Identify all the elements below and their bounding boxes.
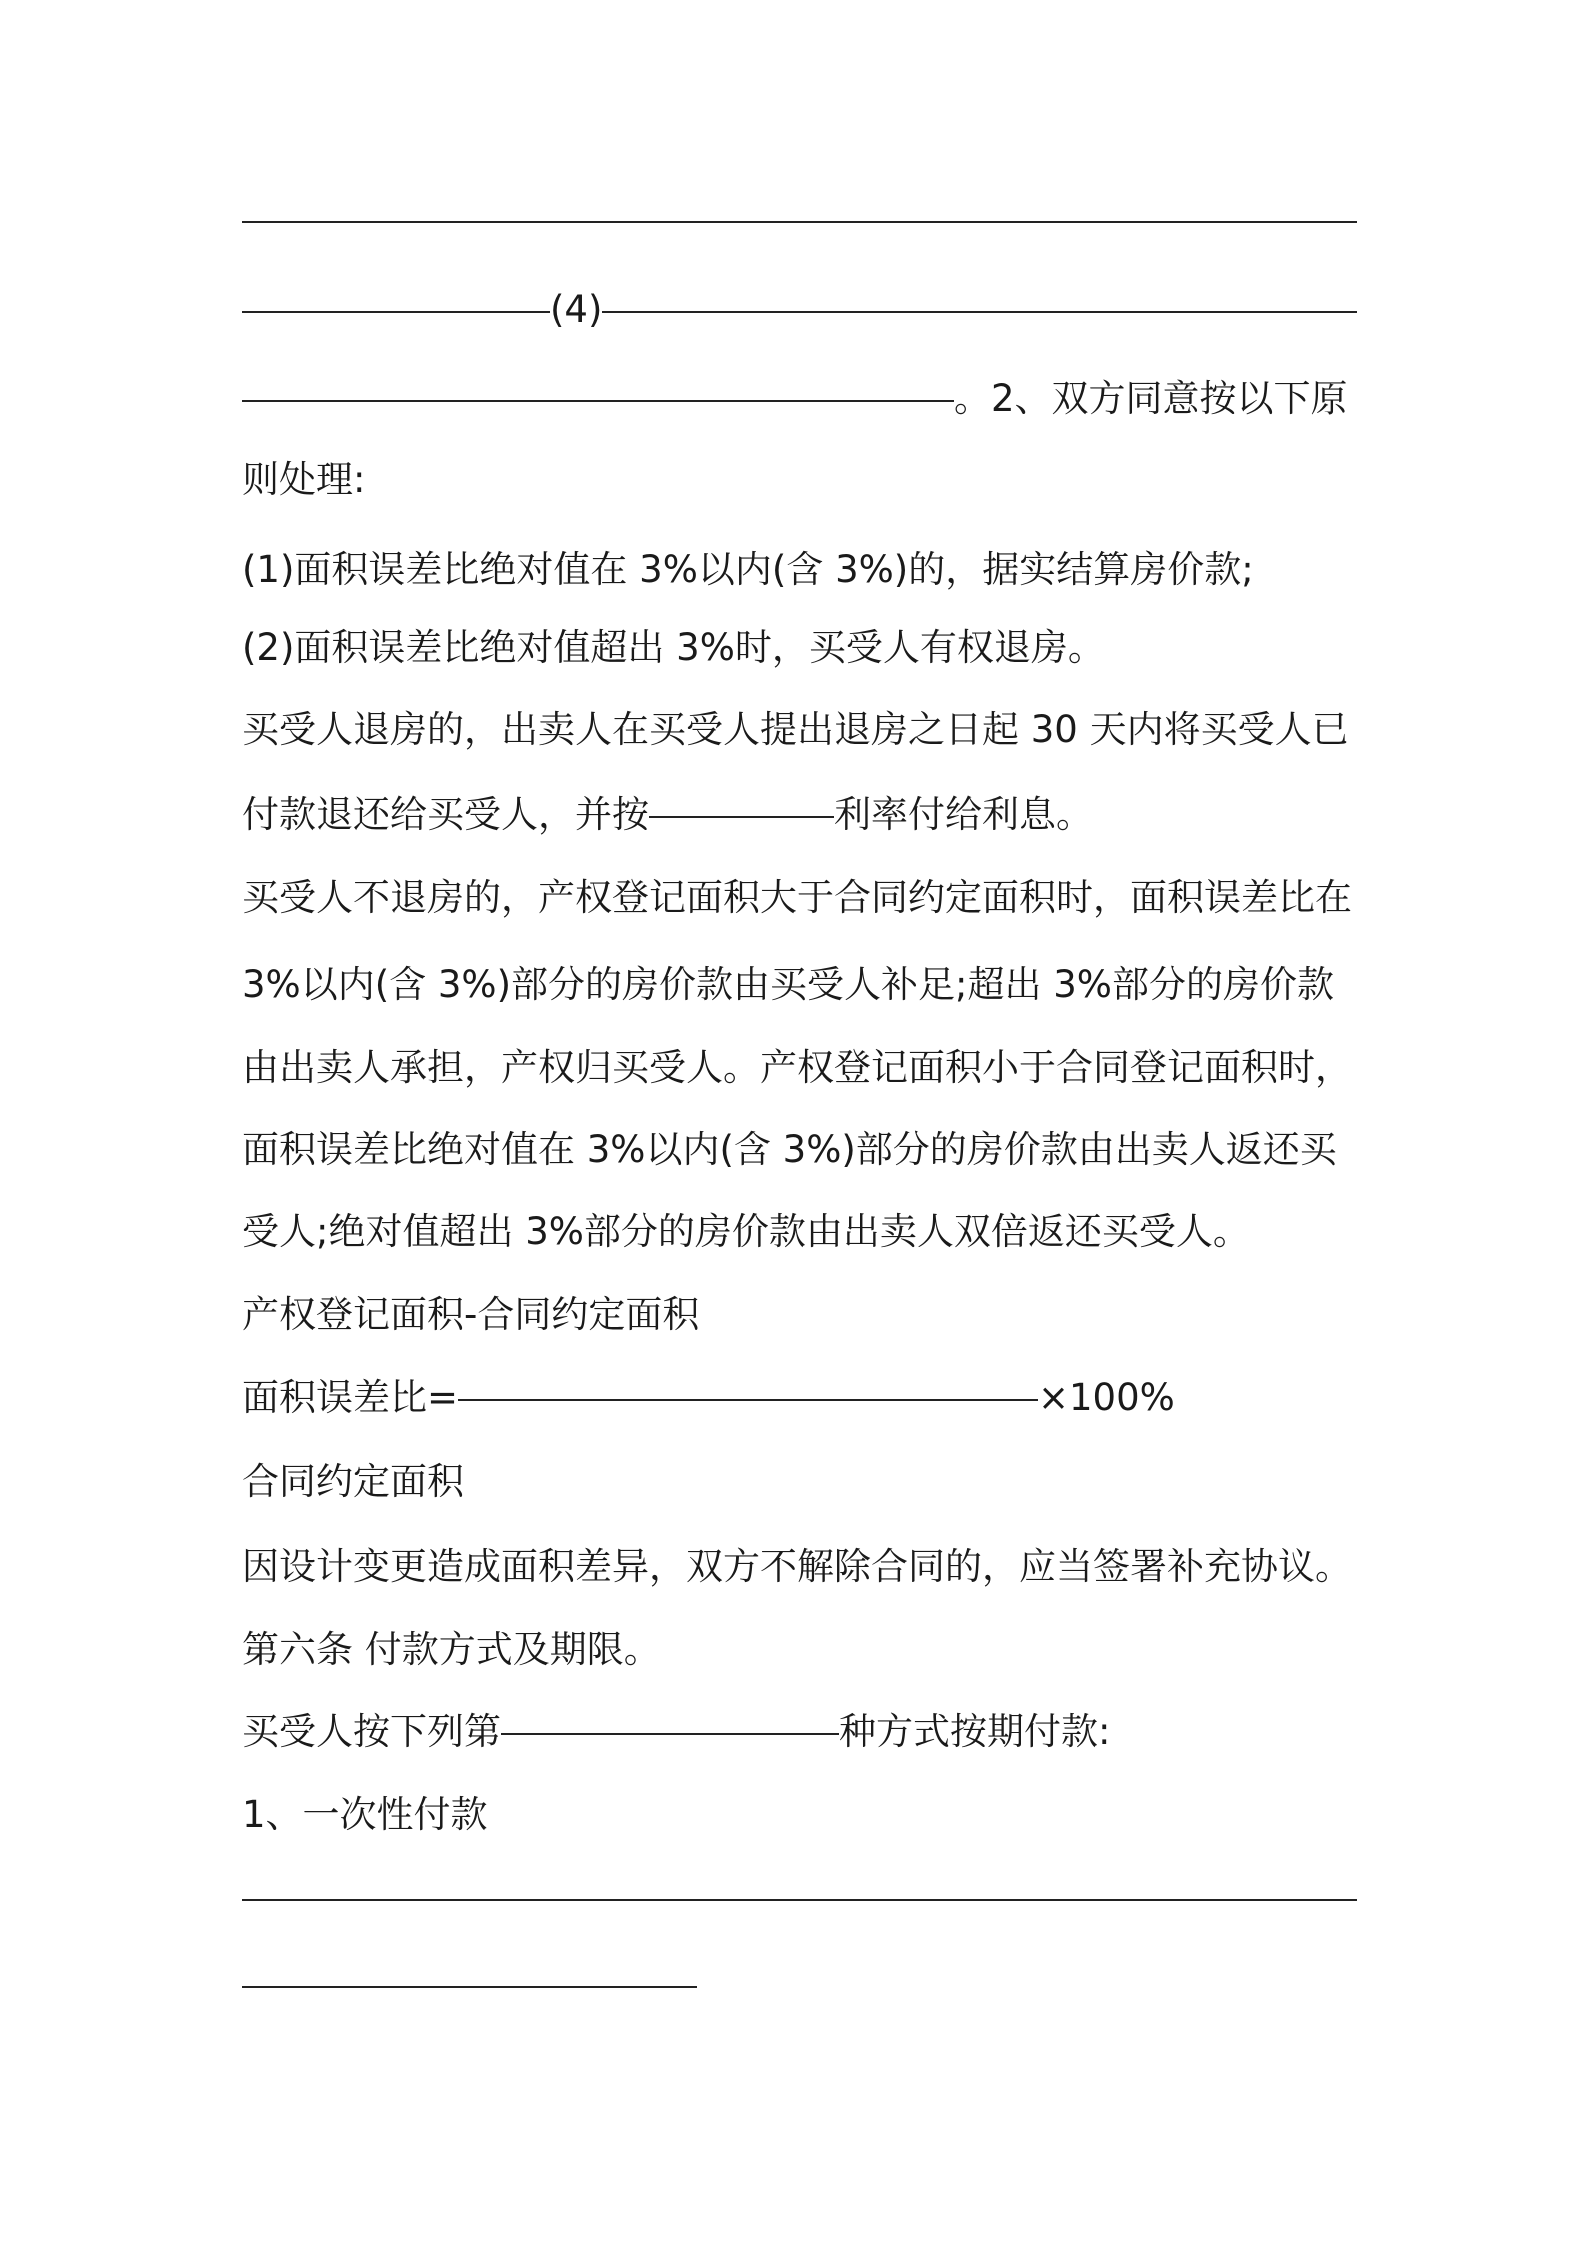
interest-line (242, 790, 1357, 840)
interest-text-b: 利率付给利息。 (834, 793, 1093, 836)
clause-2-intro-text: 。2、双方同意按以下原 (954, 377, 1348, 420)
item-number: (4) (550, 288, 603, 331)
payment-method-line (242, 1707, 1357, 1757)
text-line: (1)面积误差比绝对值在 3%以内(含 3%)的，据实结算房价款; (242, 548, 1254, 591)
text-line: 受人;绝对值超出 3%部分的房价款由出卖人双倍返还买受人。 (242, 1210, 1250, 1253)
blank-rule (242, 400, 954, 402)
text-line: 买受人退房的，出卖人在买受人提出退房之日起 30 天内将买受人已 (242, 708, 1349, 751)
blank-rule (242, 1986, 697, 1988)
text-line: 3%以内(含 3%)部分的房价款由买受人补足;超出 3%部分的房价款 (242, 963, 1334, 1006)
payment-method-text-a: 买受人按下列第 (242, 1710, 501, 1753)
blank-rule (242, 1899, 1357, 1901)
formula-numerator: 产权登记面积-合同约定面积 (242, 1293, 700, 1336)
blank-rule (242, 221, 1357, 223)
formula-line (242, 1373, 1357, 1423)
blank-line-item-4 (242, 285, 1357, 335)
interest-text-a: 付款退还给买受人，并按 (242, 793, 649, 836)
text-line: 面积误差比绝对值在 3%以内(含 3%)部分的房价款由出卖人返还买 (242, 1128, 1337, 1171)
clause-2-intro-line (242, 374, 1357, 424)
payment-method-text-b: 种方式按期付款: (839, 1710, 1111, 1753)
blank-rule (501, 1733, 839, 1735)
blank-rule (242, 311, 550, 313)
blank-rule (602, 311, 1357, 313)
blank-line-2 (242, 1873, 1357, 1923)
formula-multiplier: ×100% (1038, 1376, 1175, 1419)
text-line: (2)面积误差比绝对值超出 3%时，买受人有权退房。 (242, 626, 1105, 669)
blank-line-1 (242, 195, 1357, 245)
payment-option-1: 1、一次性付款 (242, 1793, 488, 1836)
fraction-bar (458, 1399, 1038, 1401)
blank-rule (649, 816, 834, 818)
text-line: 由出卖人承担，产权归买受人。产权登记面积小于合同登记面积时， (242, 1046, 1352, 1089)
text-line: 则处理: (242, 458, 366, 501)
formula-label: 面积误差比= (242, 1376, 459, 1419)
text-line: 买受人不退房的，产权登记面积大于合同约定面积时，面积误差比在 (242, 876, 1352, 919)
article-6-heading: 第六条 付款方式及期限。 (242, 1628, 661, 1671)
blank-line-3 (242, 1960, 1357, 2010)
text-line: 因设计变更造成面积差异，双方不解除合同的，应当签署补充协议。 (242, 1545, 1352, 1588)
formula-denominator: 合同约定面积 (242, 1460, 464, 1503)
